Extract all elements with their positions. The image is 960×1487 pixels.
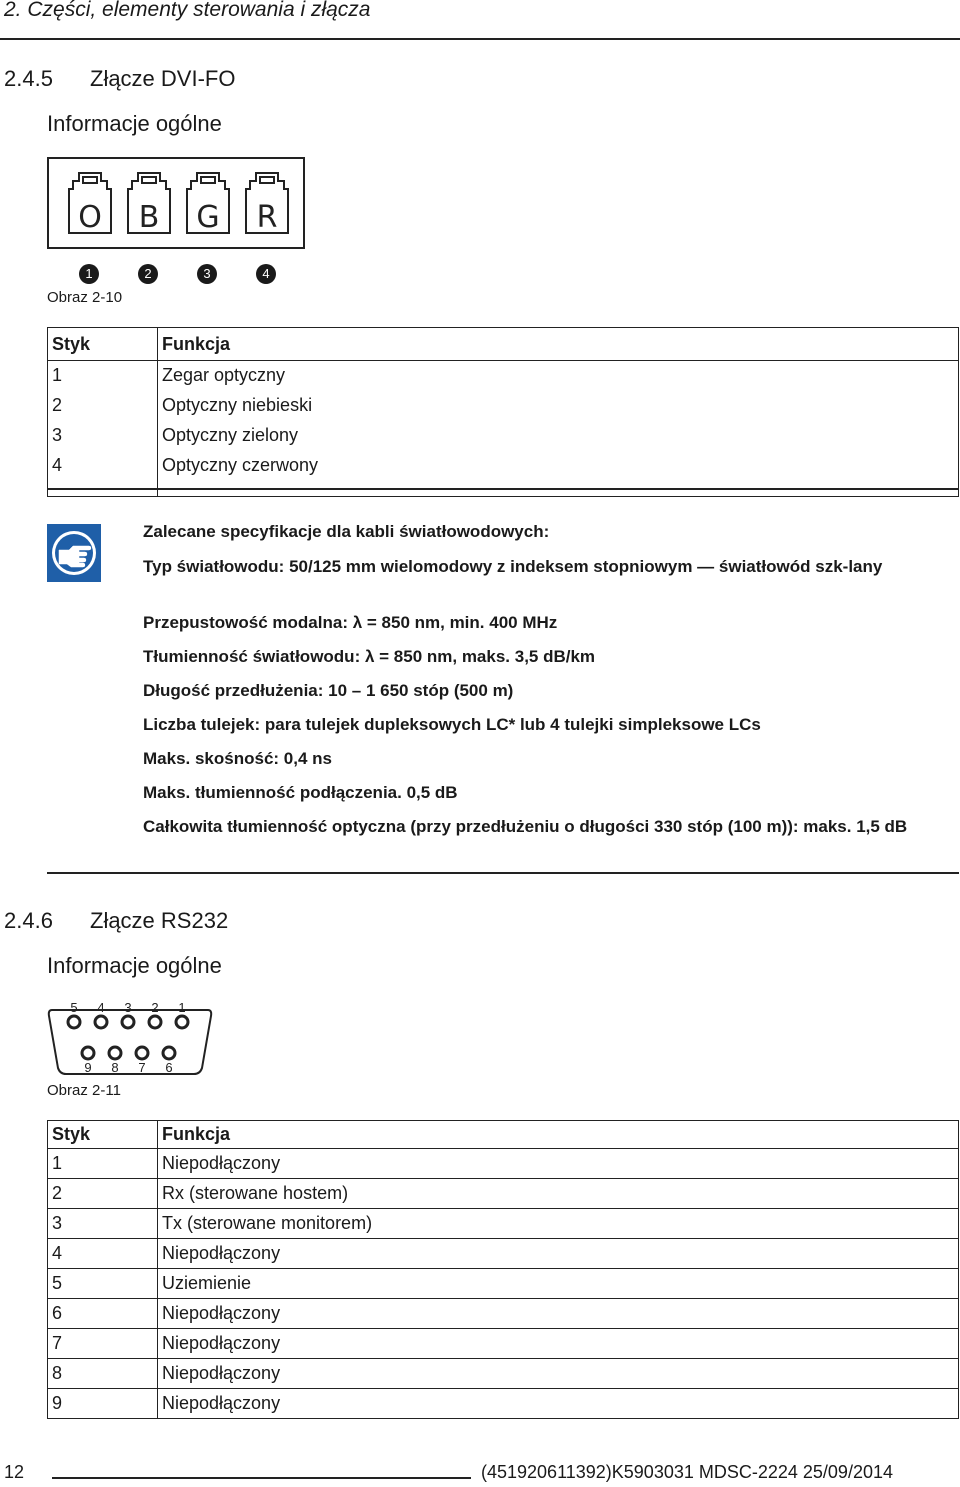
- table-row: [48, 391, 959, 421]
- note-line: [143, 556, 958, 578]
- pin-number: 3: [48, 421, 158, 451]
- callout-marker: 2: [138, 264, 158, 284]
- connector-letter: R: [256, 200, 278, 235]
- note-line: Maks. tłumienność podłączenia. 0,5 dB: [143, 783, 458, 802]
- pin-function: Niepodłączony: [158, 1359, 959, 1389]
- pin-hole: [82, 1047, 94, 1059]
- footer-divider: [52, 1477, 471, 1479]
- table-row: [48, 421, 959, 451]
- pin-function: Rx (sterowane hostem): [158, 1179, 959, 1209]
- pin-function: Niepodłączony: [158, 1239, 959, 1269]
- pin-hole: [68, 1016, 80, 1028]
- pin-number: 4: [48, 1239, 158, 1269]
- pin-label: 5: [70, 1000, 78, 1015]
- pin-hole: [176, 1016, 188, 1028]
- note-line: Maks. skośność: 0,4 ns: [143, 749, 332, 768]
- note-line: Liczba tulejek: para tulejek dupleksowych LC* lub 4 tulejki simpleksowe LCs: [143, 715, 761, 734]
- section-title: Złącze RS232: [90, 908, 229, 933]
- pin-label: 9: [84, 1060, 92, 1075]
- pin-function: Niepodłączony: [158, 1329, 959, 1359]
- pin-function: Optyczny czerwony: [158, 451, 959, 497]
- pin-label: 8: [111, 1060, 119, 1075]
- note-line: Całkowita tłumienność optyczna (przy przedłużeniu o długości 330 stóp (100 m)): maks. 1,5 dB: [143, 817, 908, 836]
- subsection-heading: Informacje ogólne: [47, 111, 222, 136]
- section-number: 2.4.6: [4, 908, 53, 933]
- column-header: Funkcja: [158, 328, 959, 361]
- pin-hole: [163, 1047, 175, 1059]
- table-row: [48, 1299, 959, 1329]
- section-number: 2.4.5: [4, 66, 53, 91]
- pin-number: 8: [48, 1359, 158, 1389]
- dvi-connector-figure: [47, 157, 305, 249]
- pin-number: 2: [48, 391, 158, 421]
- note-line: Długość przedłużenia: 10 – 1 650 stóp (500 m): [143, 681, 514, 700]
- pin-hole: [109, 1047, 121, 1059]
- header-divider: [0, 38, 960, 40]
- pin-number: 1: [48, 361, 158, 391]
- pin-label: 2: [151, 1000, 159, 1015]
- column-header: Styk: [48, 1121, 158, 1149]
- section-heading-rs232: [4, 908, 228, 934]
- rs232-pin-table: [47, 1120, 959, 1419]
- column-header: Funkcja: [158, 1121, 959, 1149]
- table-row: [48, 1149, 959, 1179]
- document-id: (451920611392)K5903031 MDSC-2224 25/09/2014: [481, 1462, 893, 1482]
- pin-hole: [136, 1047, 148, 1059]
- pin-number: 9: [48, 1389, 158, 1419]
- pin-function: Optyczny zielony: [158, 421, 959, 451]
- pin-function: Niepodłączony: [158, 1149, 959, 1179]
- pin-function: Niepodłączony: [158, 1299, 959, 1329]
- callout-marker: 3: [197, 264, 217, 284]
- pin-function: Uziemienie: [158, 1269, 959, 1299]
- pin-number: 7: [48, 1329, 158, 1359]
- connector-letter: O: [78, 200, 102, 235]
- db9-connector-figure: [46, 996, 214, 1085]
- table-row: [48, 1209, 959, 1239]
- pin-number: 2: [48, 1179, 158, 1209]
- pin-number: 1: [48, 1149, 158, 1179]
- pin-hole: [122, 1016, 134, 1028]
- pin-label: 1: [178, 1000, 186, 1015]
- db9-connector-diagram: [46, 996, 214, 1080]
- table-row: [48, 1359, 959, 1389]
- figure-caption: Obraz 2-11: [47, 1082, 121, 1099]
- subsection-heading: Informacje ogólne: [47, 953, 222, 978]
- table-row: [48, 1179, 959, 1209]
- pointing-hand-icon: [47, 524, 101, 582]
- callout-marker: 4: [256, 264, 276, 284]
- table-row: [48, 1329, 959, 1359]
- pin-function: Zegar optyczny: [158, 361, 959, 391]
- pin-hole: [149, 1016, 161, 1028]
- pin-number: 5: [48, 1269, 158, 1299]
- note-divider-bottom: [47, 872, 959, 874]
- callout-marker: 1: [79, 264, 99, 284]
- figure-caption: Obraz 2-10: [47, 289, 123, 306]
- connector-letter: G: [196, 200, 220, 235]
- column-header: Styk: [48, 328, 158, 361]
- pin-function: Optyczny niebieski: [158, 391, 959, 421]
- table-row: [48, 1239, 959, 1269]
- section-heading-dvi: [4, 66, 235, 92]
- pin-number: 6: [48, 1299, 158, 1329]
- dvi-connector-diagram: [49, 159, 303, 247]
- note-line: Tłumienność światłowodu: λ = 850 nm, maks. 3,5 dB/km: [143, 647, 596, 666]
- running-header: 2. Części, elementy sterowania i złącza: [4, 0, 371, 21]
- connector-letter: B: [138, 200, 160, 235]
- note-heading: Zalecane specyfikacje dla kabli światłowodowych:: [143, 522, 550, 541]
- dvi-pin-table: [47, 327, 959, 497]
- pin-label: 6: [165, 1060, 173, 1075]
- pin-function: Niepodłączony: [158, 1389, 959, 1419]
- table-header-row: [48, 1121, 959, 1149]
- table-header-row: [48, 328, 959, 361]
- table-row: [48, 1269, 959, 1299]
- note-line: Przepustowość modalna: λ = 850 nm, min. 400 MHz: [143, 613, 558, 632]
- pin-function: Tx (sterowane monitorem): [158, 1209, 959, 1239]
- pin-number: 3: [48, 1209, 158, 1239]
- pin-label: 3: [124, 1000, 132, 1015]
- page-number: 12: [4, 1462, 25, 1482]
- pin-hole: [95, 1016, 107, 1028]
- pin-label: 4: [97, 1000, 105, 1015]
- table-row: [48, 361, 959, 391]
- table-row: [48, 1389, 959, 1419]
- section-title: Złącze DVI-FO: [90, 66, 236, 91]
- note-divider-top: [47, 488, 959, 490]
- note-line-text: Typ światłowodu: 50/125 mm wielomodowy z indeksem stopniowym — światłowód szk-lany: [143, 557, 883, 576]
- pin-number: 4: [48, 451, 158, 497]
- pin-label: 7: [138, 1060, 146, 1075]
